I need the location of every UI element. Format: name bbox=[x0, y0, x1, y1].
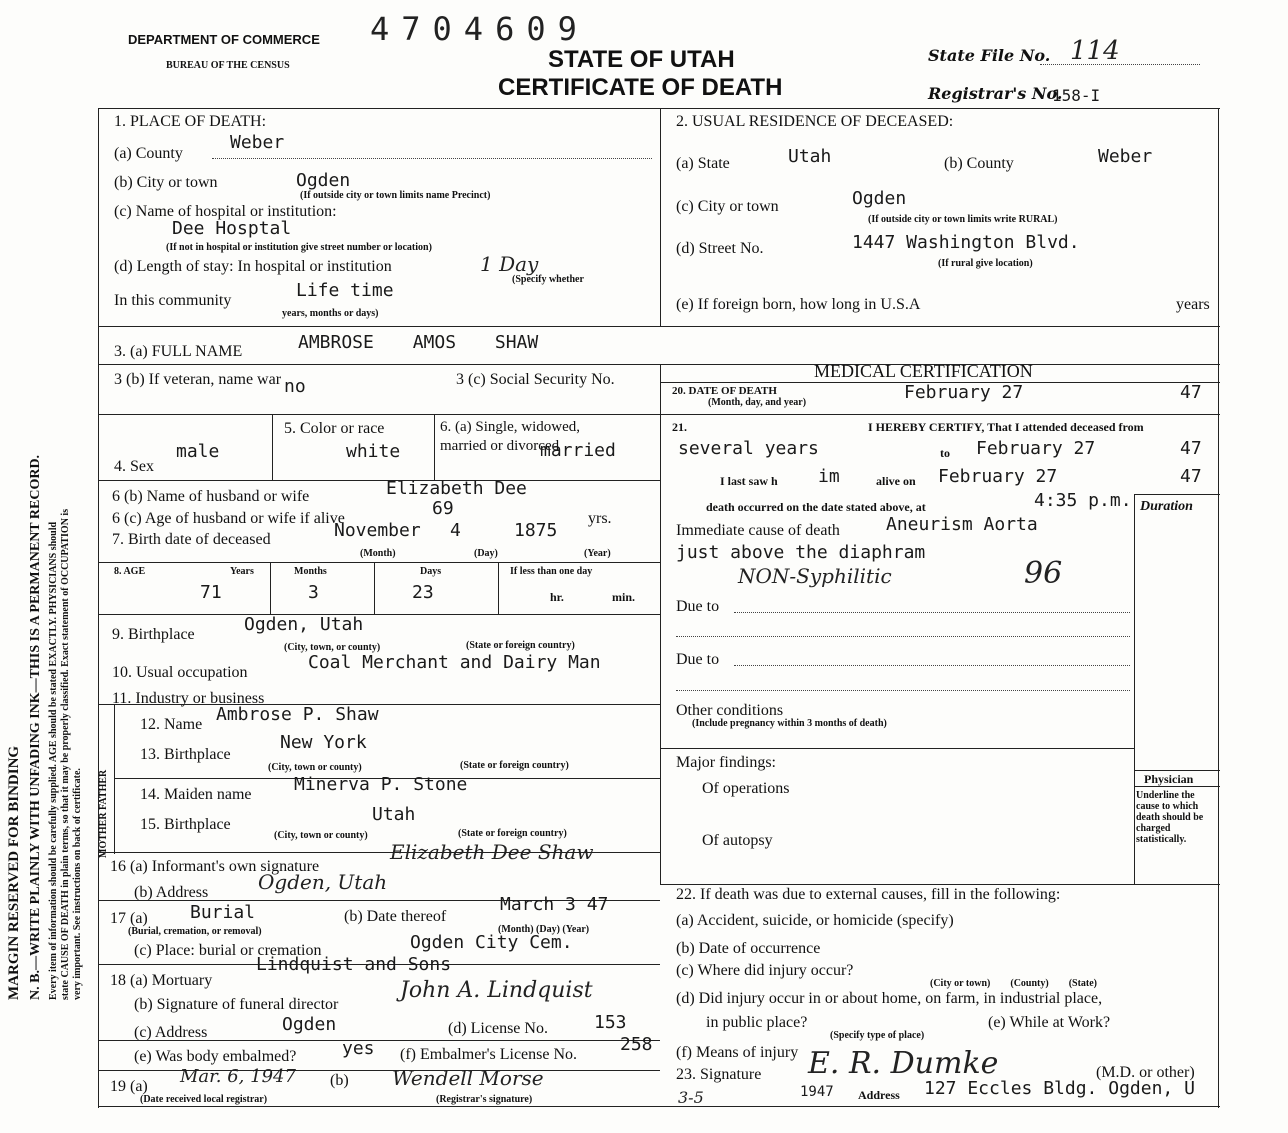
signature-date: 3-5 bbox=[678, 1088, 704, 1107]
alive-year: 47 bbox=[1180, 466, 1202, 487]
external-b: (b) Date of occurrence bbox=[676, 940, 821, 957]
res-city-label: (c) City or town bbox=[676, 198, 779, 215]
attended-to-date: February 27 bbox=[976, 438, 1096, 459]
foreign-born-label: (e) If foreign born, how long in U.S.A bbox=[676, 296, 921, 313]
registrar-label: Registrar's No. bbox=[928, 84, 1063, 103]
physician-box-note: Underline the cause to which death should be charged statistically. bbox=[1136, 790, 1204, 845]
date-of-death-value: February 27 bbox=[904, 382, 1024, 403]
immediate-cause-value-2: just above the diaphram bbox=[676, 542, 926, 563]
burial-date-value: March 3 47 bbox=[500, 894, 609, 915]
age-years-header: Years bbox=[230, 566, 254, 577]
funeral-director-label: (b) Signature of funeral director bbox=[134, 996, 339, 1013]
occurred-label: death occurred on the date stated above, at bbox=[706, 500, 926, 514]
informant-signature: Elizabeth Dee Shaw bbox=[390, 840, 594, 864]
external-e: (e) While at Work? bbox=[988, 1014, 1111, 1031]
city-value: Ogden bbox=[296, 170, 351, 191]
margin-instructions-1: Every item of information should be carefully supplied. AGE should be stated EXACTLY. PHYSICIANS should bbox=[48, 521, 59, 1000]
embalmer-license-value: 258 bbox=[620, 1034, 653, 1055]
city-note: (If outside city or town limits name Precinct) bbox=[300, 190, 491, 201]
signature-year: 1947 bbox=[800, 1084, 834, 1100]
license-value: 153 bbox=[594, 1012, 627, 1033]
res-street-note: (If rural give location) bbox=[938, 258, 1033, 269]
md-or-other: (M.D. or other) bbox=[1096, 1064, 1195, 1081]
external-c-note: (City or town) (County) (State) bbox=[930, 978, 1098, 989]
external-d-note: (Specify type of place) bbox=[830, 1030, 925, 1041]
cause-code: 96 bbox=[1024, 556, 1063, 591]
birthplace-value: Ogden, Utah bbox=[244, 614, 364, 635]
sex-value: male bbox=[176, 441, 220, 462]
informant-address: Ogden, Utah bbox=[258, 870, 388, 894]
burial-note: (Burial, cremation, or removal) bbox=[128, 926, 262, 937]
birth-date-label: 7. Birth date of deceased bbox=[112, 531, 271, 548]
due-to-label-1: Due to bbox=[676, 598, 720, 615]
mortuary-label: 18 (a) Mortuary bbox=[110, 972, 213, 989]
less-than-day-header: If less than one day bbox=[510, 566, 593, 577]
date-of-death-year: 47 bbox=[1180, 382, 1202, 403]
registrar-signature: Wendell Morse bbox=[392, 1066, 544, 1090]
funeral-address-value: Ogden bbox=[282, 1014, 337, 1035]
marital-label: 6. (a) Single, widowed, married or divorced bbox=[440, 419, 580, 454]
informant-signature-label: 16 (a) Informant's own signature bbox=[110, 858, 320, 875]
veteran-value: no bbox=[284, 376, 306, 397]
burial-place-value: Ogden City Cem. bbox=[410, 932, 573, 953]
registrar-value: 158-I bbox=[1052, 86, 1101, 105]
mother-side-label: MOTHER bbox=[98, 812, 109, 858]
mother-maiden-label: 14. Maiden name bbox=[140, 786, 252, 803]
operations-label: Of operations bbox=[702, 780, 790, 797]
burial-date-note: (Month) (Day) (Year) bbox=[498, 924, 590, 935]
length-of-stay-label: (d) Length of stay: In hospital or institution bbox=[114, 258, 392, 275]
birth-month: November bbox=[334, 520, 421, 541]
burial-date-label: (b) Date thereof bbox=[344, 908, 447, 925]
social-security-label: 3 (c) Social Security No. bbox=[456, 371, 615, 388]
received-note-1: (Date received local registrar) bbox=[140, 1094, 268, 1105]
major-findings-label: Major findings: bbox=[676, 754, 776, 771]
embalmed-label: (e) Was body embalmed? bbox=[134, 1048, 297, 1065]
age-days-header: Days bbox=[420, 566, 442, 577]
birthplace-note-2: (State or foreign country) bbox=[466, 640, 575, 651]
attended-year: 47 bbox=[1180, 438, 1202, 459]
birth-day-note: (Day) bbox=[474, 548, 498, 559]
age-years: 71 bbox=[200, 582, 222, 603]
margin-instructions-2: state CAUSE OF DEATH in plain terms, so that it may be properly classified. Exact statement of OCCUPATION is bbox=[60, 508, 71, 1000]
full-name-label: 3. (a) FULL NAME bbox=[114, 343, 243, 360]
section-21-number: 21. bbox=[672, 420, 687, 434]
color-label: 5. Color or race bbox=[284, 420, 385, 437]
father-birthplace-value: New York bbox=[280, 732, 367, 753]
informant-address-label: (b) Address bbox=[134, 884, 209, 901]
res-state-value: Utah bbox=[788, 146, 832, 167]
autopsy-label: Of autopsy bbox=[702, 832, 773, 849]
immediate-cause-label: Immediate cause of death bbox=[676, 522, 840, 539]
mother-maiden-value: Minerva P. Stone bbox=[294, 774, 468, 795]
date-of-death-sub: (Month, day, and year) bbox=[708, 397, 807, 408]
spouse-age-yrs: yrs. bbox=[588, 510, 612, 527]
mother-birthplace-note-1: (City, town or county) bbox=[274, 830, 368, 841]
place-of-death-title: 1. PLACE OF DEATH: bbox=[114, 113, 267, 130]
department-header: DEPARTMENT OF COMMERCE bbox=[128, 32, 320, 47]
embalmed-value: yes bbox=[342, 1038, 375, 1059]
stamp-number: 4704609 bbox=[370, 10, 589, 48]
father-side-label: FATHER bbox=[98, 769, 109, 810]
burial-value: Burial bbox=[190, 902, 256, 923]
external-causes-title: 22. If death was due to external causes, fill in the following: bbox=[676, 886, 1061, 903]
hospital-label: (c) Name of hospital or institution: bbox=[114, 203, 337, 220]
res-county-value: Weber bbox=[1098, 146, 1153, 167]
res-county-label: (b) County bbox=[944, 155, 1014, 172]
duration-header: Duration bbox=[1140, 499, 1193, 514]
burial-label: 17 (a) bbox=[110, 910, 148, 927]
alive-on-date: February 27 bbox=[938, 466, 1058, 487]
signature-23-label: 23. Signature bbox=[676, 1066, 762, 1083]
residence-title: 2. USUAL RESIDENCE OF DECEASED: bbox=[676, 113, 954, 130]
date-of-death-label: 20. DATE OF DEATH bbox=[672, 385, 777, 397]
margin-permanent-record-note: N. B.—WRITE PLAINLY WITH UNFADING INK—THIS IS A PERMANENT RECORD. bbox=[28, 454, 43, 1000]
res-city-note: (If outside city or town limits write RURAL) bbox=[868, 214, 1058, 225]
hospital-note: (If not in hospital or institution give street number or location) bbox=[166, 242, 432, 253]
father-birthplace-label: 13. Birthplace bbox=[140, 746, 231, 763]
res-state-label: (a) State bbox=[676, 155, 730, 172]
medical-title: MEDICAL CERTIFICATION bbox=[814, 361, 1033, 381]
community-note: years, months or days) bbox=[282, 308, 379, 319]
last-saw-label: I last saw h bbox=[720, 474, 778, 488]
age-months-header: Months bbox=[294, 566, 327, 577]
length-of-stay-value: 1 Day bbox=[480, 252, 539, 276]
father-birthplace-note-1: (City, town or county) bbox=[268, 762, 362, 773]
alive-on-label: alive on bbox=[876, 474, 916, 488]
spouse-age-label: 6 (c) Age of husband or wife if alive bbox=[112, 510, 345, 527]
physician-address-label: Address bbox=[858, 1088, 900, 1102]
occupation-value: Coal Merchant and Dairy Man bbox=[308, 652, 601, 673]
birth-month-note: (Month) bbox=[360, 548, 396, 559]
external-c: (c) Where did injury occur? bbox=[676, 962, 854, 979]
received-note-2: (Registrar's signature) bbox=[436, 1094, 533, 1105]
res-street-value: 1447 Washington Blvd. bbox=[852, 232, 1080, 253]
foreign-years-label: years bbox=[1176, 296, 1210, 313]
received-date: Mar. 6, 1947 bbox=[180, 1066, 296, 1087]
bureau-header: BUREAU OF THE CENSUS bbox=[166, 60, 290, 71]
birth-year: 1875 bbox=[514, 520, 558, 541]
license-label: (d) License No. bbox=[448, 1020, 548, 1037]
last-saw-him: im bbox=[818, 466, 840, 487]
age-min: min. bbox=[612, 590, 636, 604]
other-conditions-label: Other conditions bbox=[676, 702, 784, 719]
spouse-label: 6 (b) Name of husband or wife bbox=[112, 488, 310, 505]
community-label: In this community bbox=[114, 292, 232, 309]
spouse-value: Elizabeth Dee bbox=[386, 478, 527, 499]
sex-label: 4. Sex bbox=[114, 458, 154, 475]
certify-text: I HEREBY CERTIFY, That I attended deceased from bbox=[868, 420, 1144, 434]
external-a: (a) Accident, suicide, or homicide (specify) bbox=[676, 912, 954, 929]
county-value: Weber bbox=[230, 132, 285, 153]
external-d: (d) Did injury occur in or about home, on farm, in industrial place, bbox=[676, 990, 1103, 1007]
hospital-value: Dee Hosptal bbox=[172, 218, 292, 239]
burial-place-label: (c) Place: burial or cremation bbox=[134, 942, 322, 959]
age-hr: hr. bbox=[550, 590, 564, 604]
birth-year-note: (Year) bbox=[584, 548, 611, 559]
veteran-label: 3 (b) If veteran, name war bbox=[114, 371, 282, 388]
age-label: 8. AGE bbox=[114, 566, 146, 577]
state-file-value: 114 bbox=[1070, 36, 1120, 66]
full-name-value: AMBROSE AMOS SHAW bbox=[298, 332, 539, 353]
father-birthplace-note-2: (State or foreign country) bbox=[460, 760, 569, 771]
birthplace-note-1: (City, town, or county) bbox=[284, 642, 381, 653]
due-to-label-2: Due to bbox=[676, 651, 720, 668]
mother-birthplace-label: 15. Birthplace bbox=[140, 816, 231, 833]
funeral-address-label: (c) Address bbox=[134, 1024, 208, 1041]
certificate-title: CERTIFICATE OF DEATH bbox=[498, 74, 783, 101]
father-name-value: Ambrose P. Shaw bbox=[216, 704, 379, 725]
birth-day: 4 bbox=[450, 520, 461, 541]
city-label: (b) City or town bbox=[114, 174, 218, 191]
time-of-death: 4:35 p.m. bbox=[1034, 490, 1132, 511]
father-name-label: 12. Name bbox=[140, 716, 203, 733]
color-value: white bbox=[346, 441, 401, 462]
mother-birthplace-value: Utah bbox=[372, 804, 416, 825]
immediate-cause-value-3: NON-Syphilitic bbox=[738, 564, 892, 588]
physician-address: 127 Eccles Bldg. Ogden, U bbox=[924, 1078, 1195, 1099]
physician-box-title: Physician bbox=[1144, 772, 1194, 786]
res-street-label: (d) Street No. bbox=[676, 240, 764, 257]
res-city-value: Ogden bbox=[852, 188, 907, 209]
industry-label: 11. Industry or business bbox=[112, 690, 265, 707]
mother-birthplace-note-2: (State or foreign country) bbox=[458, 828, 567, 839]
occupation-label: 10. Usual occupation bbox=[112, 664, 248, 681]
received-b-label: (b) bbox=[330, 1072, 349, 1089]
physician-signature: E. R. Dumke bbox=[808, 1046, 999, 1081]
received-label: 19 (a) bbox=[110, 1078, 148, 1095]
specify-note: (Specify whether bbox=[512, 274, 584, 285]
state-title: STATE OF UTAH bbox=[548, 46, 735, 73]
county-label: (a) County bbox=[114, 145, 183, 162]
other-conditions-note: (Include pregnancy within 3 months of death) bbox=[692, 718, 887, 729]
attended-to-label: to bbox=[940, 446, 950, 460]
funeral-director-signature: John A. Lindquist bbox=[400, 978, 593, 1003]
state-file-label: State File No. bbox=[928, 46, 1051, 65]
external-d2: in public place? bbox=[706, 1014, 808, 1031]
immediate-cause-value: Aneurism Aorta bbox=[886, 514, 1038, 535]
margin-instructions-3: very important. See instructions on back of certificate. bbox=[72, 768, 83, 1000]
margin-binding-note: MARGIN RESERVED FOR BINDING bbox=[6, 745, 22, 1000]
birthplace-label: 9. Birthplace bbox=[112, 626, 195, 643]
age-months: 3 bbox=[308, 582, 319, 603]
marital-value: married bbox=[540, 440, 616, 461]
age-days: 23 bbox=[412, 582, 434, 603]
attended-from: several years bbox=[678, 438, 819, 459]
embalmer-license-label: (f) Embalmer's License No. bbox=[400, 1046, 578, 1063]
mortuary-value: Lindquist and Sons bbox=[256, 954, 452, 975]
community-value: Life time bbox=[296, 280, 394, 301]
external-f: (f) Means of injury bbox=[676, 1044, 799, 1061]
spouse-age-value: 69 bbox=[432, 498, 454, 519]
